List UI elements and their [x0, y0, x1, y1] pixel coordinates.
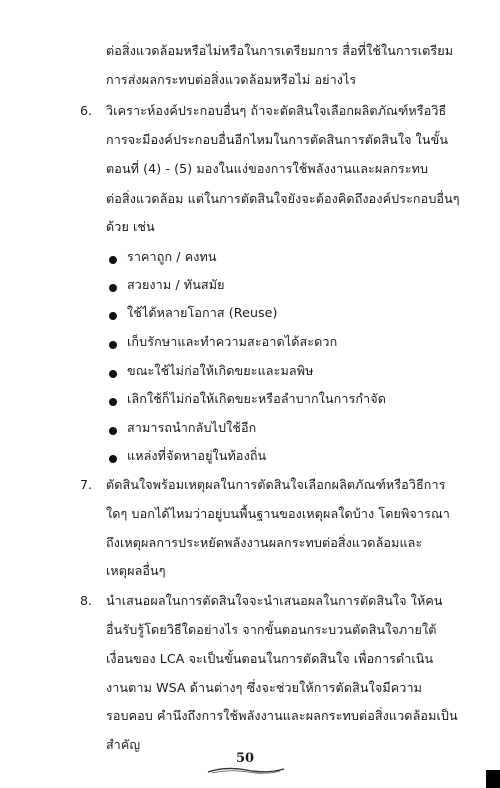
item-8-line-1: นำเสนอผลในการตัดสินใจจะนำเสนอผลในการตัดสินใจ ให้คน	[106, 593, 443, 608]
item-7-line-1: ตัดสินใจพร้อมเหตุผลในการตัดสินใจเลือกผลิตภัณฑ์หรือวิธีการ	[106, 477, 446, 492]
bullet-item: สามารถนำกลับไปใช้อีก	[127, 420, 257, 435]
bullet-icon	[109, 398, 117, 406]
item-8-line-6: สำคัญ	[106, 737, 141, 752]
item-7-line-4: เหตุผลอื่นๆ	[106, 563, 166, 578]
item-7-line-3: ถึงเหตุผลการประหยัดพลังงานผลกระทบต่อสิ่งแวดล้อมและ	[106, 535, 423, 550]
bullet-item: ขณะใช้ไม่ก่อให้เกิดขยะและมลพิษ	[127, 363, 314, 378]
bullet-icon	[109, 341, 117, 349]
item-6-line-1: วิเคราะห์องค์ประกอบอื่นๆ ถ้าจะตัดสินใจเลือกผลิตภัณฑ์หรือวิธี	[106, 103, 447, 118]
item-8-line-3: เงื่อนของ LCA จะเป็นขั้นตอนในการตัดสินใจ เพื่อการดำเนิน	[106, 651, 434, 666]
bullet-icon	[109, 284, 117, 292]
bullet-item: แหล่งที่จัดหาอยู่ในท้องถิ่น	[127, 448, 267, 463]
bullet-item: สวยงาม / ทันสมัย	[127, 277, 225, 292]
item-6-number: 6.	[80, 103, 93, 118]
item-6-line-4: ต่อสิ่งแวดล้อม แต่ในการตัดสินใจยังจะต้องคิดถึงองค์ประกอบอื่นๆ	[106, 191, 460, 206]
para5-line-2: การส่งผลกระทบต่อสิ่งแวดล้อมหรือไม่ อย่างไร	[106, 72, 357, 87]
bullet-icon	[109, 427, 117, 435]
bullet-icon	[109, 312, 117, 320]
para5-line-1: ต่อสิ่งแวดล้อมหรือไม่หรือในการเตรียมการ สื่อที่ใช้ในการเตรียม	[106, 43, 454, 58]
bullet-icon	[109, 256, 117, 264]
publisher-logo-icon	[206, 765, 286, 775]
page-edge-mark	[486, 770, 500, 788]
bullet-item: ราคาถูก / คงทน	[127, 249, 217, 264]
item-6-line-3: ตอนที่ (4) - (5) มองในแง่ของการใช้พลังงานและผลกระทบ	[106, 161, 429, 176]
item-8-number: 8.	[80, 593, 93, 608]
bullet-item: ใช้ได้หลายโอกาส (Reuse)	[127, 305, 278, 320]
item-8-line-5: รอบคอบ คำนึงถึงการใช้พลังงานและผลกระทบต่อสิ่งแวดล้อมเป็น	[106, 708, 458, 723]
bullet-item: เก็บรักษาและทำความสะอาดได้สะดวก	[127, 334, 338, 349]
bullet-icon	[109, 370, 117, 378]
item-8-line-2: อื่นรับรู้โดยวิธีใดอย่างไร จากขั้นตอนกระบวนตัดสินใจภายใต้	[106, 622, 437, 637]
bullet-item: เลิกใช้ก็ไม่ก่อให้เกิดขยะหรือลำบากในการกำจัด	[127, 391, 386, 406]
item-7-line-2: ใดๆ บอกได้ไหมว่าอยู่บนพื้นฐานของเหตุผลใดบ้าง โดยพิจารณา	[106, 506, 450, 521]
page-number: 50	[236, 751, 255, 766]
item-6-line-5: ด้วย เช่น	[106, 219, 155, 234]
bullet-icon	[109, 455, 117, 463]
item-7-number: 7.	[80, 477, 93, 492]
item-6-line-2: การจะมีองค์ประกอบอื่นอีกไหมในการตัดสินการตัดสินใจ ในขั้น	[106, 132, 449, 147]
item-8-line-4: งานตาม WSA ด้านต่างๆ ซึ่งจะช่วยให้การตัดสินใจมีความ	[106, 680, 423, 695]
